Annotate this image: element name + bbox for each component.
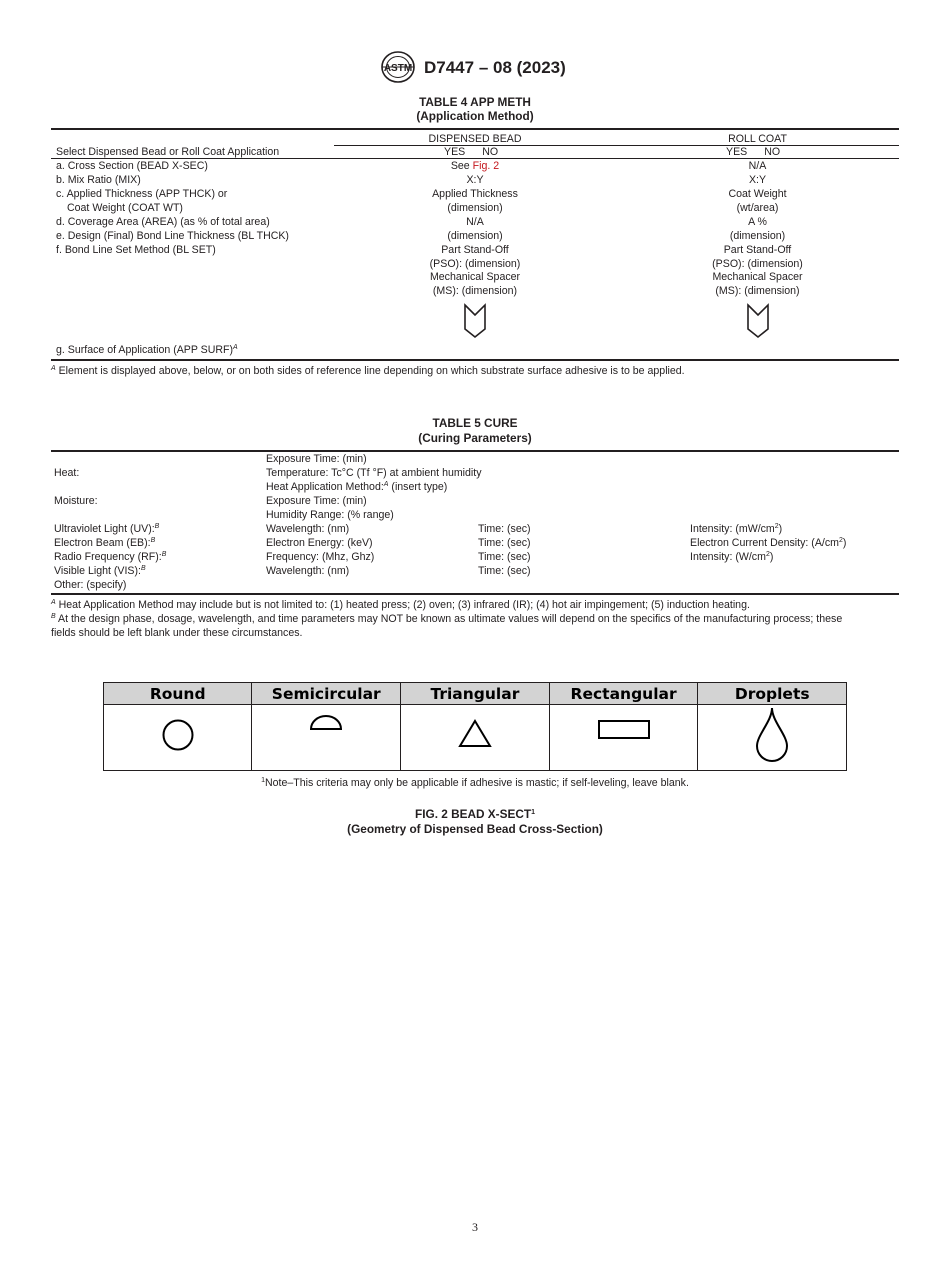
table4-title: TABLE 4 APP METH: [419, 95, 531, 109]
droplet-shape-icon: [752, 705, 792, 765]
row-label: d. Coverage Area (AREA) (as % of total area): [56, 216, 270, 228]
col-header-rule: [334, 145, 899, 146]
astm-logo: [380, 50, 416, 84]
moisture-line-1: Exposure Time: (min): [266, 495, 367, 507]
page-number: 3: [472, 1220, 478, 1234]
row-dispensed: (PSO): (dimension): [429, 258, 521, 270]
table5-subtitle: (Curing Parameters): [418, 431, 532, 445]
table4-top-rule: [51, 128, 899, 130]
row-roll: (PSO): (dimension): [712, 258, 803, 270]
row-roll: X:Y: [748, 174, 767, 186]
row-dispensed: Applied Thickness: [432, 188, 518, 200]
figure2-caption-sub: (Geometry of Dispensed Bead Cross-Section): [347, 822, 603, 836]
table5-bottom-rule: [51, 593, 899, 595]
row-roll: N/A: [748, 160, 767, 172]
designation: D7447 – 08 (2023): [424, 58, 566, 77]
rectangular-shape-icon: [596, 709, 652, 749]
cell-rectangular: [549, 705, 698, 771]
surface-label: g. Surface of Application (APP SURF)$^A$: [56, 344, 238, 356]
roll-yes: YES: [726, 146, 748, 158]
cure-param-1: Frequency: (Mhz, Ghz): [266, 551, 375, 563]
table5-footnote-b: $^B$ At the design phase, dosage, wavelength, and time parameters may NOT be known as ultimate values will depend on the specifics of the manufacturing process; these: [51, 613, 843, 625]
logo-text: ASTM: [383, 63, 413, 74]
cure-param-2: Time: (sec): [478, 565, 531, 577]
row-roll: Coat Weight: [728, 188, 787, 200]
cell-semicircular: [252, 705, 401, 771]
round-shape-icon: [158, 715, 198, 755]
row-label: f. Bond Line Set Method (BL SET): [56, 244, 216, 256]
moisture-label: Moisture:: [54, 495, 98, 507]
bead-shape-row: [104, 705, 847, 771]
roll-no: NO: [764, 146, 781, 158]
cell-round: [104, 705, 252, 771]
figure2-caption: FIG. 2 BEAD X-SECT$^1$: [415, 807, 535, 821]
col-roll-coat: ROLL COAT: [728, 133, 787, 145]
heat-line-1: Exposure Time: (min): [266, 453, 367, 465]
cure-param-1: Wavelength: (nm): [266, 523, 350, 535]
figure2-note: $^1$Note–This criteria may only be applicable if adhesive is mastic; if self-leveling, leave blank.: [261, 777, 689, 789]
row-label: b. Mix Ratio (MIX): [56, 174, 141, 186]
row-dispensed: N/A: [466, 216, 484, 228]
row-label: e. Design (Final) Bond Line Thickness (BL THCK): [56, 230, 289, 242]
table4-footnote: $^A$ Element is displayed above, below, or on both sides of reference line depending on which substrate surface adhesive is to be applied.: [51, 365, 685, 377]
row-roll: (wt/area): [736, 202, 779, 214]
row-dispensed: (dimension): [447, 230, 503, 242]
cure-label: Electron Beam (EB):$^B$: [54, 537, 156, 549]
roll-surface-symbol-icon: [746, 303, 770, 339]
other-label: Other: (specify): [54, 579, 127, 591]
heat-line-2: Temperature: Tc°C (Tf °F) at ambient humidity: [266, 467, 482, 479]
table4-bottom-rule: [51, 359, 899, 361]
col-semicircular: Semicircular: [252, 683, 401, 705]
roll-yes-no: [726, 145, 780, 159]
bead-shape-header-row: [104, 683, 847, 705]
dispensed-yes: YES: [444, 146, 466, 158]
cell-droplets: [698, 705, 847, 771]
row-dispensed: (dimension): [447, 202, 503, 214]
dispensed-surface-symbol-icon: [463, 303, 487, 339]
col-dispensed-bead: DISPENSED BEAD: [428, 133, 522, 145]
cure-param-1: Wavelength: (nm): [266, 565, 350, 577]
row-label: a. Cross Section (BEAD X-SEC): [56, 160, 208, 172]
row-label: c. Applied Thickness (APP THCK) or: [56, 188, 228, 200]
table5-top-rule: [51, 450, 899, 452]
row-dispensed: See Fig. 2: [450, 160, 500, 172]
col-triangular: Triangular: [401, 683, 550, 705]
cure-param-2: Time: (sec): [478, 551, 531, 563]
col-round: Round: [104, 683, 252, 705]
table5-footnote-a: $^A$ Heat Application Method may include but is not limited to: (1) heated press; (2) oven; (3) infrared (IR); (4) hot air impingement; (5) induction heating.: [51, 599, 750, 611]
row-dispensed: X:Y: [466, 174, 484, 186]
bead-shape-table: [103, 682, 847, 771]
table4-subtitle: (Application Method): [416, 109, 534, 123]
triangular-shape-icon: [455, 715, 495, 755]
row-dispensed: Part Stand-Off: [441, 244, 509, 256]
select-label: Select Dispensed Bead or Roll Coat Application: [56, 146, 280, 158]
cell-triangular: [401, 705, 550, 771]
cure-param-3: Electron Current Density: $(A/cm^2)$: [690, 537, 847, 549]
cure-label: Radio Frequency (RF):$^B$: [54, 551, 167, 563]
col-rectangular: Rectangular: [549, 683, 698, 705]
row-roll: (dimension): [729, 230, 786, 242]
cure-label: Visible Light (VIS):$^B$: [54, 565, 146, 577]
heat-label: Heat:: [54, 467, 80, 479]
row-dispensed: (MS): (dimension): [432, 285, 518, 297]
cure-param-2: Time: (sec): [478, 537, 531, 549]
col-droplets: Droplets: [698, 683, 847, 705]
cure-param-2: Time: (sec): [478, 523, 531, 535]
heat-line-3: Heat Application Method:$^A$ (insert type): [266, 481, 448, 493]
row-roll: Mechanical Spacer: [712, 271, 803, 283]
row-dispensed: Mechanical Spacer: [429, 271, 521, 283]
moisture-line-2: Humidity Range: (% range): [266, 509, 394, 521]
semicircular-shape-icon: [306, 709, 346, 749]
fig2-link[interactable]: Fig. 2: [472, 160, 500, 172]
dispensed-yes-no: [444, 145, 498, 159]
row-roll: (MS): (dimension): [715, 285, 800, 297]
cure-param-3: Intensity: $(W/cm^2)$: [690, 551, 774, 563]
row-roll: A %: [748, 216, 767, 228]
astm-logo-icon: [380, 50, 416, 84]
table5-title: TABLE 5 CURE: [432, 416, 518, 430]
cure-label: Ultraviolet Light (UV):$^B$: [54, 523, 160, 535]
table5-footnote-b-cont: fields should be left blank under these circumstances.: [51, 627, 303, 639]
dispensed-no: NO: [482, 146, 499, 158]
cure-param-3: Intensity: $(mW/cm^2)$: [690, 523, 783, 535]
row-label: Coat Weight (COAT WT): [67, 202, 183, 214]
row-roll: Part Stand-Off: [723, 244, 792, 256]
cure-param-1: Electron Energy: (keV): [266, 537, 373, 549]
